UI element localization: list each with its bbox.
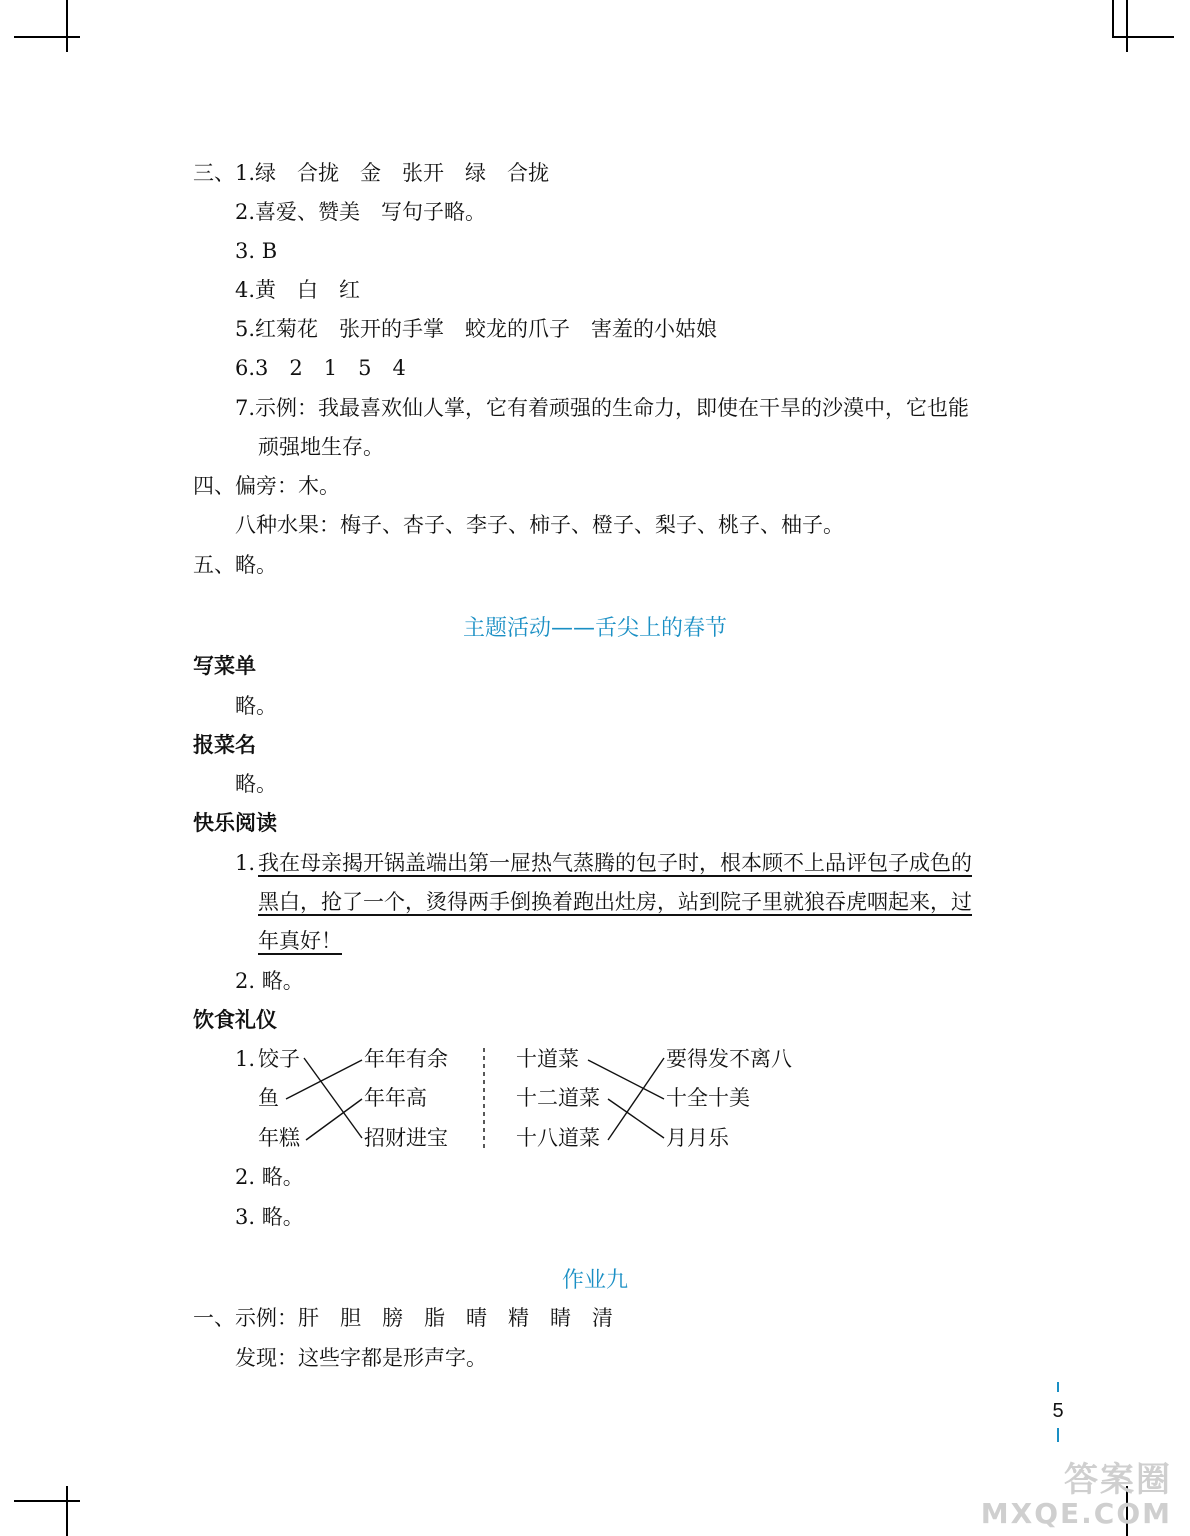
s3-line-4: 4.黄 白 红 (235, 278, 361, 302)
theme-title: 主题活动——舌尖上的春节 (462, 616, 727, 641)
s4-line-2: 八种水果：梅子、杏子、李子、柿子、橙子、梨子、桃子、柚子。 (235, 513, 844, 537)
s3-line-7b: 顽强地生存。 (258, 435, 384, 459)
match-left-target-1: 年年有余 (364, 1047, 448, 1071)
match-left-item-2: 鱼 (258, 1086, 279, 1110)
watermark (980, 1459, 1172, 1530)
match-line-twelve-dishes (608, 1099, 664, 1138)
reading-q1-line-1: 我在母亲揭开锅盖端出第一屉热气蒸腾的包子时，根本顾不上品评包子成色的 (258, 851, 972, 875)
match-left-item-3: 年糕 (258, 1126, 300, 1150)
match-right-target-3: 月月乐 (666, 1126, 729, 1150)
menu-answer: 略。 (235, 694, 277, 718)
s3-line-2: 2.喜爱、赞美 写句子略。 (235, 200, 487, 224)
match-left-item-1: 饺子 (258, 1047, 300, 1071)
s5-line-1: 五、略。 (193, 553, 277, 577)
s4-line-1: 四、偏旁：木。 (193, 474, 340, 498)
s3-line-3: 3. B (235, 239, 278, 263)
match-right-item-2: 十二道菜 (516, 1086, 600, 1110)
dish-name-answer: 略。 (235, 772, 277, 796)
match-line-ten-dishes (588, 1060, 664, 1099)
page-number-tick-top (1057, 1382, 1059, 1392)
etiquette-q2: 2. 略。 (235, 1165, 304, 1189)
match-right-item-3: 十八道菜 (516, 1126, 600, 1150)
match-right-item-1: 十道菜 (516, 1047, 579, 1071)
etiquette-q3: 3. 略。 (235, 1205, 304, 1229)
s3-line-6: 6.3 2 1 5 4 (235, 356, 406, 380)
s3-line-7a: 7.示例：我最喜欢仙人掌，它有着顽强的生命力，即使在干旱的沙漠中，它也能 (235, 396, 970, 420)
match-line-fish (286, 1060, 362, 1099)
s3-line-5: 5.红菊花 张开的手掌 蛟龙的爪子 害羞的小姑娘 (235, 317, 718, 341)
etiquette-heading: 饮食礼仪 (193, 1008, 277, 1032)
watermark-line-2: MXQE.COM (980, 1496, 1172, 1530)
reading-heading: 快乐阅读 (193, 811, 277, 835)
hw9-line-2: 发现：这些字都是形声字。 (235, 1346, 487, 1370)
watermark-line-1: 答案圈 (1064, 1459, 1172, 1500)
match-right-target-2: 十全十美 (666, 1086, 750, 1110)
reading-q1-line-3: 年真好！ (258, 929, 342, 953)
hw9-title: 作业九 (561, 1268, 628, 1293)
match-right-target-1: 要得发不离八 (666, 1047, 792, 1071)
reading-q1-num: 1. (235, 851, 256, 875)
page-number: 5 (1052, 1400, 1064, 1422)
etiquette-q1-num: 1. (235, 1047, 256, 1071)
dish-name-heading: 报菜名 (193, 733, 256, 757)
page-number-tick-bottom (1057, 1428, 1059, 1442)
match-left-target-3: 招财进宝 (364, 1126, 448, 1150)
s3-line-1: 三、1.绿 合拢 金 张开 绿 合拢 (193, 161, 550, 185)
match-line-dumpling (304, 1058, 362, 1138)
reading-q1-line-2: 黑白，抢了一个，烫得两手倒换着跑出灶房，站到院子里就狼吞虎咽起来，过 (258, 890, 972, 914)
hw9-line-1: 一、示例：肝 胆 膀 脂 晴 精 睛 清 (193, 1306, 613, 1330)
menu-heading: 写菜单 (193, 654, 256, 678)
match-line-eighteen-dishes (608, 1058, 664, 1140)
reading-q2: 2. 略。 (235, 969, 304, 993)
match-left-target-2: 年年高 (364, 1086, 427, 1110)
match-line-ricecake (306, 1099, 362, 1140)
